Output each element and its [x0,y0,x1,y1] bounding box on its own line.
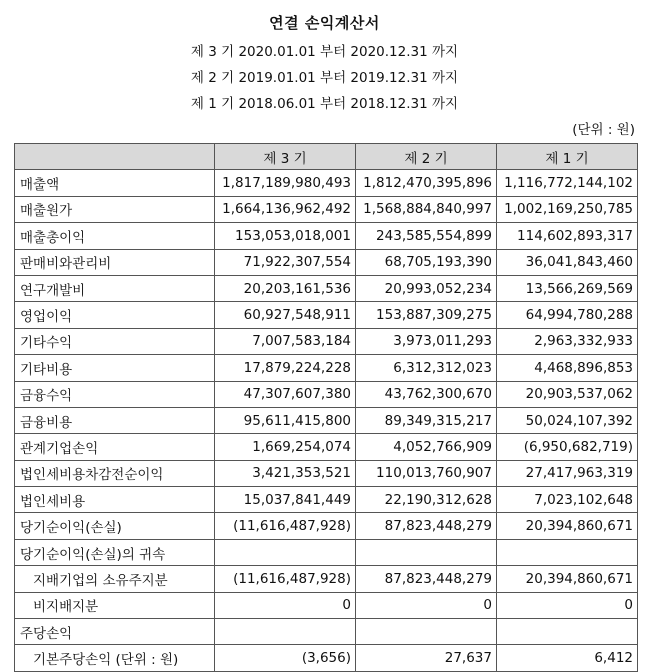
value-cell-period-3 [215,539,356,565]
table-row [15,619,638,645]
value-cell-period-3: 1,664,136,962,492 [215,196,356,222]
table-row [15,275,638,301]
table-row [15,645,638,671]
value-cell-period-2: 6,312,312,023 [356,355,497,381]
table-row [15,249,638,275]
value-cell-period-2: 20,993,052,234 [356,275,497,301]
value-cell-period-1: 0 [497,592,638,618]
value-cell-period-3: 15,037,841,449 [215,487,356,513]
value-cell-period-3: 3,421,353,521 [215,460,356,486]
table-row [15,170,638,196]
value-cell-period-2: 89,349,315,217 [356,407,497,433]
value-cell-period-2 [356,539,497,565]
period-line-2: 제 2 기 2019.01.01 부터 2019.12.31 까지 [190,70,459,86]
value-cell-period-2: 22,190,312,628 [356,487,497,513]
table-row [15,355,638,381]
table-body [15,170,638,671]
row-label: 기타수익 [15,328,215,354]
table-row [15,328,638,354]
row-label: 영업이익 [15,302,215,328]
table-row [15,592,638,618]
value-cell-period-2: 27,637 [356,645,497,671]
value-cell-period-3: (11,616,487,928) [215,513,356,539]
header-cell-label [15,144,215,170]
row-label: 연구개발비 [15,275,215,301]
table-row [15,566,638,592]
period-line-1: 제 1 기 2018.06.01 부터 2018.12.31 까지 [190,96,459,112]
header-cell-period-1: 제 1 기 [497,144,638,170]
value-cell-period-3 [215,619,356,645]
income-statement-table [14,143,638,672]
value-cell-period-2: 3,973,011,293 [356,328,497,354]
value-cell-period-3: 95,611,415,800 [215,407,356,433]
value-cell-period-1: 1,002,169,250,785 [497,196,638,222]
table-row [15,434,638,460]
value-cell-period-3: 47,307,607,380 [215,381,356,407]
value-cell-period-3: 0 [215,592,356,618]
value-cell-period-3: 71,922,307,554 [215,249,356,275]
value-cell-period-1 [497,619,638,645]
row-label: 주당손익 [15,619,215,645]
row-label: 당기순이익(손실)의 귀속 [15,539,215,565]
row-label: 금융수익 [15,381,215,407]
row-label: 비지배지분 [15,592,215,618]
table-row [15,487,638,513]
value-cell-period-2: 0 [356,592,497,618]
value-cell-period-3: 1,669,254,074 [215,434,356,460]
value-cell-period-3: 60,927,548,911 [215,302,356,328]
value-cell-period-1 [497,539,638,565]
value-cell-period-2: 43,762,300,670 [356,381,497,407]
value-cell-period-1: 36,041,843,460 [497,249,638,275]
value-cell-period-2: 68,705,193,390 [356,249,497,275]
row-label: 매출액 [15,170,215,196]
table-row [15,539,638,565]
table-row [15,381,638,407]
value-cell-period-1: 20,903,537,062 [497,381,638,407]
table-header-row [15,144,638,170]
row-label: 관계기업손익 [15,434,215,460]
value-cell-period-3: 1,817,189,980,493 [215,170,356,196]
row-label: 매출총이익 [15,223,215,249]
value-cell-period-2: 110,013,760,907 [356,460,497,486]
value-cell-period-1: 6,412 [497,645,638,671]
value-cell-period-2: 1,568,884,840,997 [356,196,497,222]
value-cell-period-3: 17,879,224,228 [215,355,356,381]
table-row [15,460,638,486]
value-cell-period-2: 4,052,766,909 [356,434,497,460]
row-label: 기본주당손익 (단위 : 원) [15,645,215,671]
table-row [15,513,638,539]
statement-title: 연결 손익계산서 [269,14,380,32]
value-cell-period-1: 2,963,332,933 [497,328,638,354]
unit-label: (단위 : 원) [572,122,635,138]
row-label: 매출원가 [15,196,215,222]
value-cell-period-1: 114,602,893,317 [497,223,638,249]
value-cell-period-2: 87,823,448,279 [356,513,497,539]
value-cell-period-1: (6,950,682,719) [497,434,638,460]
row-label: 지배기업의 소유주지분 [15,566,215,592]
value-cell-period-2: 243,585,554,899 [356,223,497,249]
row-label: 금융비용 [15,407,215,433]
value-cell-period-1: 20,394,860,671 [497,566,638,592]
header-cell-period-3: 제 3 기 [215,144,356,170]
value-cell-period-3: 7,007,583,184 [215,328,356,354]
table-row [15,196,638,222]
row-label: 법인세비용차감전순이익 [15,460,215,486]
header-cell-period-2: 제 2 기 [356,144,497,170]
value-cell-period-1: 13,566,269,569 [497,275,638,301]
table-row [15,407,638,433]
row-label: 기타비용 [15,355,215,381]
value-cell-period-1: 1,116,772,144,102 [497,170,638,196]
value-cell-period-1: 4,468,896,853 [497,355,638,381]
value-cell-period-2 [356,619,497,645]
value-cell-period-2: 1,812,470,395,896 [356,170,497,196]
value-cell-period-3: 153,053,018,001 [215,223,356,249]
table-row [15,223,638,249]
row-label: 법인세비용 [15,487,215,513]
value-cell-period-1: 7,023,102,648 [497,487,638,513]
value-cell-period-1: 50,024,107,392 [497,407,638,433]
value-cell-period-1: 64,994,780,288 [497,302,638,328]
row-label: 당기순이익(손실) [15,513,215,539]
value-cell-period-1: 20,394,860,671 [497,513,638,539]
value-cell-period-3: 20,203,161,536 [215,275,356,301]
value-cell-period-1: 27,417,963,319 [497,460,638,486]
value-cell-period-3: (3,656) [215,645,356,671]
row-label: 판매비와관리비 [15,249,215,275]
value-cell-period-3: (11,616,487,928) [215,566,356,592]
table-row [15,302,638,328]
period-line-3: 제 3 기 2020.01.01 부터 2020.12.31 까지 [190,44,459,60]
value-cell-period-2: 153,887,309,275 [356,302,497,328]
value-cell-period-2: 87,823,448,279 [356,566,497,592]
